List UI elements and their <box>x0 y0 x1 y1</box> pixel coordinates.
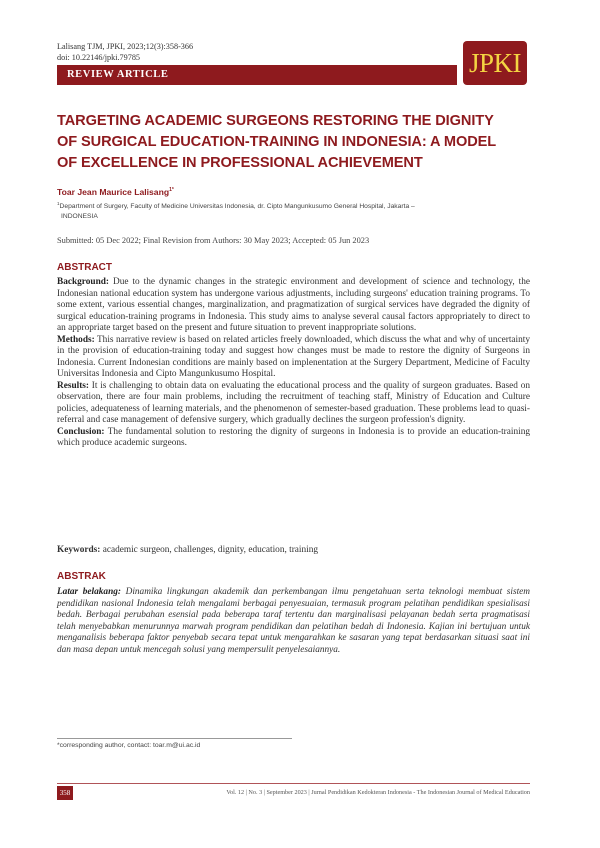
title-line: TARGETING ACADEMIC SURGEONS RESTORING THE DIGNITY <box>57 113 494 129</box>
affiliation-mark: 1 <box>57 201 60 206</box>
journal-logo: JPKI <box>463 41 527 85</box>
abstrak-label: Latar belakang: <box>57 587 121 597</box>
title-line: OF SURGICAL EDUCATION-TRAINING IN INDONESIA: A MODEL <box>57 134 497 150</box>
section-text: Due to the dynamic changes in the strategic environment and development of science and technology, the Indonesian national education system has undergone various adjustments, including surgeons' education training programs. To some extent, various essential changes, marginalization, and pragmatization of surgical services have degraded the dignity of surgical education-training programs in Indonesia. This study aims to analyse several causal factors appropriately to direct to an appropriate target based on the present and future situation to prevent inappropriate solutions. <box>57 277 530 333</box>
journal-footer: Vol. 12 | No. 3 | September 2023 | Jurnal Pendidikan Kedokteran Indonesia - The Indonesian Journal of Medical Education <box>226 789 530 796</box>
article-type-banner: REVIEW ARTICLE <box>57 65 457 85</box>
article-title <box>57 111 557 174</box>
author-name-text: Toar Jean Maurice Lalisang <box>57 187 170 197</box>
footnote-divider <box>57 738 292 739</box>
keywords-label: Keywords: <box>57 545 101 555</box>
section-text: The fundamental solution to restoring the dignity of surgeons in Indonesia is to provide an education-training which produce academic surgeons. <box>57 426 531 448</box>
section-label: Conclusion: <box>57 426 105 437</box>
page-number: 358 <box>57 786 73 800</box>
title-line: OF EXCELLENCE IN PROFESSIONAL ACHIEVEMENT <box>57 155 423 171</box>
keywords-text: academic surgeon, challenges, dignity, education, training <box>102 545 319 555</box>
author-marks: 1* <box>169 187 174 194</box>
citation-line: Lalisang TJM, JPKI, 2023;12(3):358-366 <box>57 42 194 51</box>
abstract-body <box>57 277 530 450</box>
abstrak-heading: ABSTRAK <box>57 571 106 582</box>
corresponding-author-footnote: *corresponding author, contact: toar.m@ui.ac.id <box>57 742 201 749</box>
abstrak-text: Dinamika lingkungan akademik dan perkembangan ilmu pengetahuan serta teknologi membuat sistem pendidikan nasional Indonesia telah mengalami berbagai penyesuaian, termasuk program pelatihan pendidikan spesialisasi bedah. Berbagai perubahan esensial pada beberapa taraf tertentu dan marginalisasi pelayanan bedah serta pragmatisasi telah menyebabkan menurunnya marwah program pendidikan dan pelatihan bedah di Indonesia. Kajian ini bertujuan untuk menganalisis beberapa faktor penyebab secara tepat untuk mengarahkan ke sasaran yang tepat berdasarkan situasi saat ini dan masa depan untuk mencegah solusi yang mempersulit penyelesaiannya. <box>57 587 530 655</box>
author-name <box>57 187 174 197</box>
section-text: It is challenging to obtain data on evaluating the educational process and the quality of surgeon graduates. Based on observation, there are four main problems, including the recruitment of teaching staff, Ministry of Education and Culture policies, adequateness of learning materials, and the phenomenon of semester-based graduation. These problems lead to quasi-referral and case management of defensive surgery, which gradually declines the surgeon profession's dignity. <box>57 380 530 425</box>
abstract-results <box>57 381 530 427</box>
abstract-conclusion <box>57 427 530 450</box>
doi-line: doi: 10.22146/jpki.79785 <box>57 53 141 62</box>
section-text: This narrative review is based on related articles freely downloaded, which discuss the what and why of uncertainty in the provision of education-training today and suggest how changes must be made to restore the dignity of Surgeons in Indonesia. Current Indonesian conditions are mainly based on implenentation at the Surgery Department, Medicine of Faculty Universitas Indonesia and Cipto Mangunkusumo Hospital. <box>57 334 530 379</box>
affiliation-line: INDONESIA <box>61 213 98 221</box>
affiliation <box>57 199 527 222</box>
citation-block <box>57 41 193 63</box>
abstract-heading: ABSTRACT <box>57 262 112 273</box>
section-label: Results: <box>57 380 90 391</box>
affiliation-line: Department of Surgery, Faculty of Medicine Universitas Indonesia, dr. Cipto Mangunkusumo General Hospital, Jakarta – <box>59 203 415 211</box>
section-label: Methods: <box>57 334 95 345</box>
footer-divider <box>57 783 530 784</box>
abstrak-body <box>57 587 530 656</box>
abstract-methods <box>57 335 530 381</box>
section-label: Background: <box>57 277 110 287</box>
submission-dates: Submitted: 05 Dec 2022; Final Revision from Authors: 30 May 2023; Accepted: 05 Jun 2023 <box>57 236 370 245</box>
keywords <box>57 545 318 555</box>
abstract-background <box>57 277 530 335</box>
